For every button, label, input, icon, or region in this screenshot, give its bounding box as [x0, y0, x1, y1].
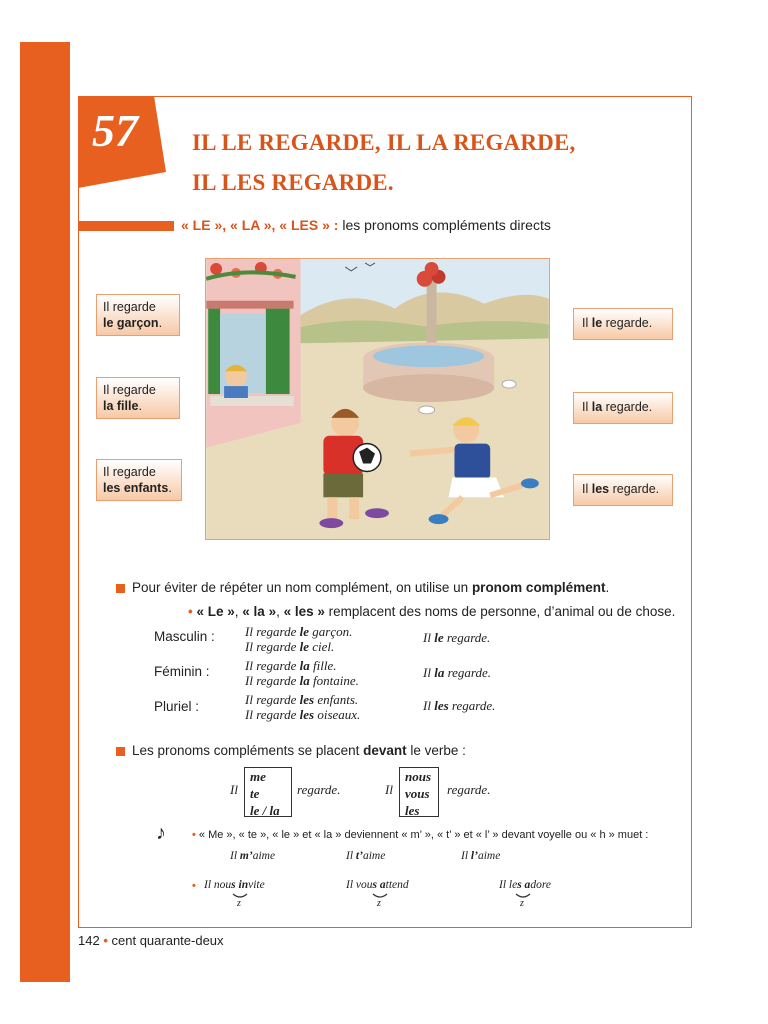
- pronoun-les: les: [405, 803, 420, 818]
- illustration-children-playing: [205, 258, 550, 540]
- right-label-les: [573, 474, 673, 506]
- res-post: regarde.: [443, 630, 491, 645]
- ex-pre: Il regarde: [245, 692, 300, 707]
- label-pre: Il: [582, 482, 592, 496]
- ex-post: fontaine.: [309, 673, 359, 688]
- liaison-b: s in: [231, 879, 249, 891]
- ex-bold: le: [299, 624, 310, 639]
- bullet-dot-icon: •: [192, 829, 196, 841]
- ex-bold: m’: [239, 850, 253, 862]
- res-bold: les: [434, 698, 449, 713]
- liaison-z-2: z: [377, 898, 381, 909]
- label-end: .: [168, 481, 172, 495]
- label-text: [103, 480, 175, 496]
- lesson-subtitle: [181, 217, 551, 233]
- rule2-post: le verbe :: [406, 743, 466, 758]
- pronoun-nous: nous: [405, 769, 432, 784]
- liaison-example-3: [499, 879, 551, 891]
- rule1-sub-sep: ,: [234, 604, 243, 619]
- elision-example-1: [230, 850, 275, 862]
- left-label-enfants: [96, 459, 182, 501]
- ex-bold: t’: [355, 850, 363, 862]
- example-masculin-2: [245, 639, 334, 655]
- ex-bold: la: [299, 673, 310, 688]
- right-label-la: [573, 392, 673, 424]
- ex-post: aime: [477, 850, 501, 862]
- ex-pre: Il regarde: [245, 624, 300, 639]
- label-text: [103, 398, 173, 414]
- row-label-pluriel: Pluriel :: [154, 699, 200, 714]
- rule1-sub-k2: « la »: [242, 604, 277, 619]
- rule1-pre: Pour éviter de répéter un nom complément, on utilise un: [132, 580, 472, 595]
- elision-note-text: « Me », « te », « le » et « la » deviennent « m’ », « t’ » et « l’ » devant voyelle ou « h » muet :: [198, 829, 649, 841]
- example-masculin-1: [245, 624, 352, 640]
- subtitle-bar: [78, 221, 174, 231]
- liaison-b: s a: [517, 879, 531, 891]
- res-pre: Il: [423, 665, 435, 680]
- res-pre: Il: [423, 630, 435, 645]
- liaison-a: Il nou: [204, 879, 232, 891]
- label-bold: le garçon: [103, 316, 159, 330]
- rule1-post: .: [605, 580, 610, 595]
- music-note-icon: ♪: [156, 822, 166, 844]
- ex-pre: Il: [461, 850, 471, 862]
- res-bold: la: [434, 665, 445, 680]
- pronoun-box-plural: [399, 767, 439, 817]
- liaison-c: vite: [248, 879, 265, 891]
- example-pluriel-2: [245, 707, 360, 723]
- elision-note: [192, 829, 648, 841]
- label-post: regarde.: [609, 482, 660, 496]
- pronoun-vous: vous: [405, 786, 430, 801]
- label-pre: Il: [582, 316, 592, 330]
- ex-post: fille.: [309, 658, 337, 673]
- label-pre: Il: [582, 400, 592, 414]
- rule2-text: [132, 743, 466, 758]
- subtitle-keys: « LE », « LA », « LES » :: [181, 217, 339, 233]
- left-label-fille: [96, 377, 180, 419]
- rule1-sub-text: [188, 604, 675, 619]
- example-feminin-1: [245, 658, 336, 674]
- label-pronoun: les: [591, 482, 610, 496]
- ex-post: ciel.: [309, 639, 335, 654]
- elision-example-2: [346, 850, 385, 862]
- page-number: 142: [78, 933, 100, 948]
- label-text: Il regarde: [103, 383, 156, 397]
- liaison-z-1: z: [237, 898, 241, 909]
- liaison-a: Il vou: [346, 879, 373, 891]
- label-bold: les enfants: [103, 481, 169, 495]
- ex-post: enfants.: [314, 692, 359, 707]
- label-post: regarde.: [602, 316, 653, 330]
- pronoun-le-la: le / la: [250, 803, 280, 818]
- label-pronoun: le: [591, 316, 603, 330]
- ex-bold: la: [299, 658, 310, 673]
- rule1-sub-sep: ,: [276, 604, 284, 619]
- placement-il-1: Il: [230, 782, 238, 797]
- rule1-bold: pronom complément: [471, 580, 606, 595]
- liaison-c: dore: [530, 879, 551, 891]
- ex-pre: Il: [230, 850, 240, 862]
- rule1-text: [132, 580, 609, 595]
- rule1-sub-rest: remplacent des noms de personne, d’animal ou de chose.: [324, 604, 676, 619]
- liaison-a: Il le: [499, 879, 518, 891]
- pronoun-me: me: [250, 769, 266, 784]
- liaison-example-2: [346, 879, 409, 891]
- page-footer: [78, 933, 224, 948]
- example-feminin-2: [245, 673, 359, 689]
- bullet-square-icon: [116, 584, 125, 593]
- liaison-c: ttend: [385, 879, 409, 891]
- ex-pre: Il: [346, 850, 356, 862]
- label-pronoun: la: [591, 400, 603, 414]
- row-label-masculin: Masculin :: [154, 629, 215, 644]
- bullet-square-icon: [116, 747, 125, 756]
- ex-bold: les: [299, 692, 315, 707]
- label-end: .: [138, 399, 142, 413]
- res-post: regarde.: [448, 698, 496, 713]
- label-bold: la fille: [103, 399, 139, 413]
- label-text: Il regarde: [103, 300, 156, 314]
- rule1-sub-k1: « Le »: [196, 604, 235, 619]
- placement-il-2: Il: [385, 782, 393, 797]
- ex-pre: Il regarde: [245, 707, 300, 722]
- liaison-b: s a: [372, 879, 386, 891]
- ex-bold: l’: [470, 850, 478, 862]
- result-feminin: [423, 665, 491, 681]
- res-bold: le: [434, 630, 444, 645]
- ex-pre: Il regarde: [245, 658, 300, 673]
- row-label-feminin: Féminin :: [154, 664, 210, 679]
- elision-example-3: [461, 850, 500, 862]
- subtitle-rest: les pronoms compléments directs: [342, 217, 551, 233]
- left-margin-bar: [20, 42, 70, 982]
- rule2-pre: Les pronoms compléments se placent: [132, 743, 364, 758]
- pronoun-box-singular: [244, 767, 292, 817]
- label-text: [103, 315, 173, 331]
- example-pluriel-1: [245, 692, 358, 708]
- rule2-bold: devant: [363, 743, 407, 758]
- pronoun-te: te: [250, 786, 260, 801]
- lesson-title-line2: IL LES REGARDE.: [192, 170, 394, 195]
- ex-post: aime: [252, 850, 276, 862]
- bullet-dot-icon: •: [188, 604, 193, 619]
- liaison-z-3: z: [520, 898, 524, 909]
- bullet-dot-icon: •: [103, 933, 108, 948]
- ex-pre: Il regarde: [245, 673, 300, 688]
- rule1-sub-k3: « les »: [283, 604, 325, 619]
- ex-bold: le: [299, 639, 310, 654]
- placement-verb-2: regarde.: [447, 782, 491, 797]
- result-pluriel: [423, 698, 495, 714]
- ex-bold: les: [299, 707, 315, 722]
- page-number-words: cent quarante-deux: [111, 933, 224, 948]
- ex-pre: Il regarde: [245, 639, 300, 654]
- left-label-garcon: [96, 294, 180, 336]
- liaison-example-1: [204, 879, 265, 891]
- label-post: regarde.: [602, 400, 653, 414]
- bullet-dot-icon: •: [192, 880, 196, 892]
- ex-post: garçon.: [309, 624, 353, 639]
- res-post: regarde.: [444, 665, 492, 680]
- res-pre: Il: [423, 698, 435, 713]
- lesson-title-line1: IL LE REGARDE, IL LA REGARDE,: [192, 130, 576, 155]
- placement-verb-1: regarde.: [297, 782, 341, 797]
- ex-post: aime: [362, 850, 386, 862]
- label-text: Il regarde: [103, 465, 156, 479]
- lesson-number: 57: [92, 105, 138, 156]
- right-label-le: [573, 308, 673, 340]
- label-end: .: [158, 316, 163, 330]
- result-masculin: [423, 630, 490, 646]
- ex-post: oiseaux.: [314, 707, 361, 722]
